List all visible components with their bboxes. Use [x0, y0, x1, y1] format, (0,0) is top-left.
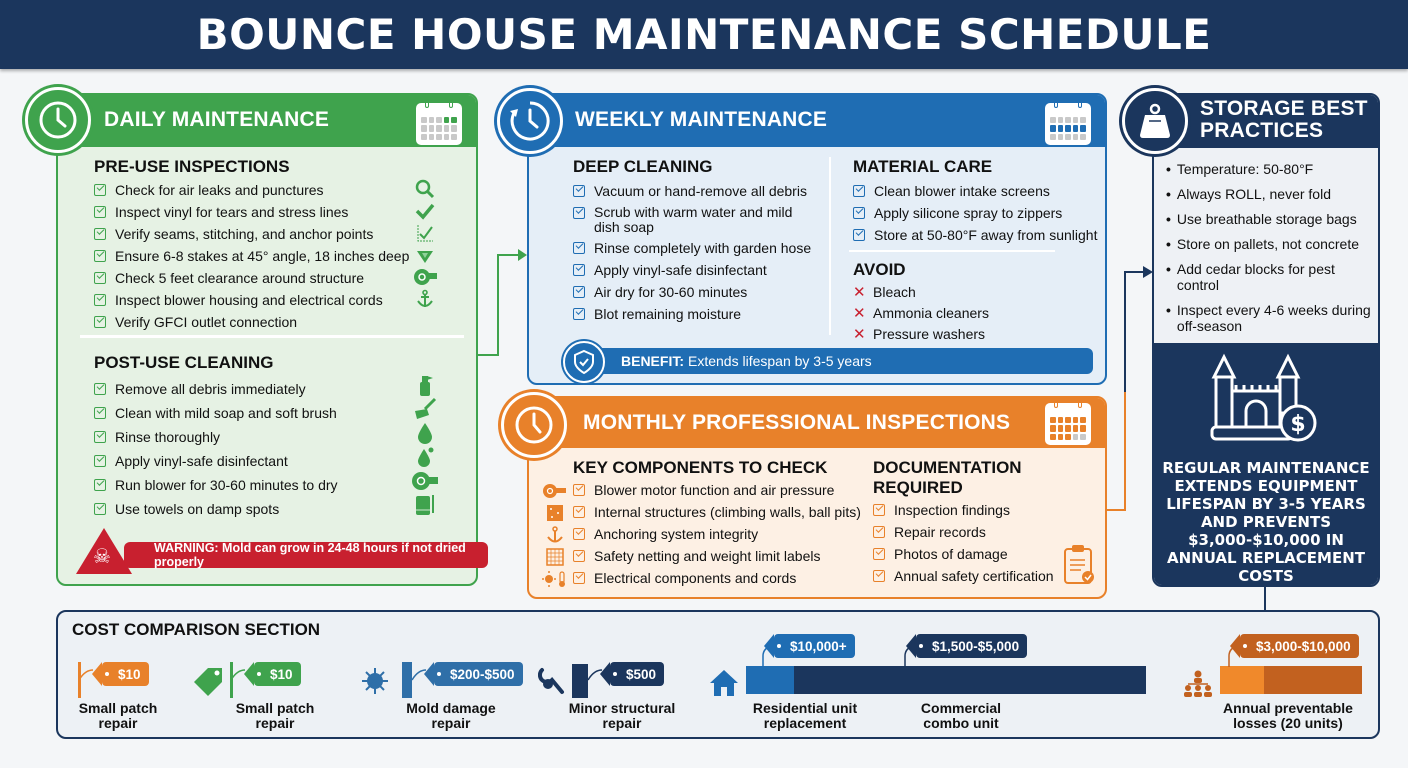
checkbox-icon [853, 229, 865, 241]
post-use-list [94, 381, 338, 518]
x-icon: ✕ [853, 305, 866, 322]
list-item: Air dry for 30-60 minutes [573, 284, 823, 301]
key-components-icons [541, 482, 569, 588]
checkbox-icon [853, 185, 865, 197]
clock-icon [501, 392, 567, 458]
key-components-section [573, 458, 893, 592]
list-item: • Add cedar blocks for pest control [1166, 261, 1378, 293]
price-tag: $10 [254, 662, 301, 686]
monthly-header [529, 398, 1105, 448]
daily-maintenance-panel [56, 93, 478, 586]
checkbox-icon [94, 479, 106, 491]
checkbox-icon [873, 570, 885, 582]
material-care-title: MATERIAL CARE [853, 157, 993, 176]
list-item: Use towels on damp spots [94, 501, 338, 518]
deep-cleaning-list [573, 183, 823, 323]
checkbox-icon [573, 308, 585, 320]
cost-title: COST COMPARISON SECTION [72, 620, 321, 639]
checkbox-icon [573, 572, 585, 584]
list-item: Inspect blower housing and electrical cords [94, 292, 409, 309]
benefit-banner: BENEFIT: Extends lifespan by 3-5 years [573, 348, 1093, 374]
post-use-title: POST-USE CLEANING [94, 353, 274, 372]
calendar-icon [416, 103, 462, 145]
list-item: Inspection findings [873, 502, 1103, 519]
pre-use-title: PRE-USE INSPECTIONS [94, 157, 290, 176]
people-hierarchy-icon [1182, 670, 1214, 698]
clipboard-certificate-icon [1063, 544, 1097, 588]
list-item: Blower motor function and air pressure [573, 482, 893, 499]
list-item: Run blower for 30-60 minutes to dry [94, 477, 338, 494]
daily-title: DAILY MAINTENANCE [104, 108, 330, 131]
list-item: • Use breathable storage bags [1166, 211, 1378, 227]
deep-cleaning-section [573, 157, 823, 328]
avoid-title: AVOID [853, 260, 906, 279]
commercial-bar [794, 666, 1146, 694]
post-use-section [94, 353, 338, 525]
avoid-list [853, 284, 1103, 343]
daily-header [58, 95, 476, 147]
section-divider [80, 335, 464, 338]
checkbox-icon [94, 455, 106, 467]
checkbox-icon [573, 528, 585, 540]
checkbox-icon [853, 207, 865, 219]
list-item: • Store on pallets, not concrete [1166, 236, 1378, 252]
skull-icon: ☠ [93, 546, 111, 568]
spray-bottle-icon [415, 373, 435, 397]
title-bar [0, 0, 1408, 69]
list-item: • Inspect every 4-6 weeks during off-season [1166, 302, 1378, 334]
checkbox-icon [94, 294, 106, 306]
checkbox-icon [573, 242, 585, 254]
anchor-icon [415, 289, 435, 309]
checkbox-icon [94, 431, 106, 443]
checkbox-icon [573, 506, 585, 518]
checkbox-icon [94, 228, 106, 240]
checkbox-icon [573, 286, 585, 298]
list-item: Repair records [873, 524, 1103, 541]
checkbox-icon [873, 526, 885, 538]
weekly-header [529, 95, 1105, 147]
checkbox-icon [873, 504, 885, 516]
checkbox-icon [94, 503, 106, 515]
list-item: Scrub with warm water and mild dish soap [573, 205, 823, 235]
mold-virus-icon [360, 666, 390, 696]
documentation-title: DOCUMENTATION REQUIRED [873, 458, 1022, 497]
checkbox-icon [94, 250, 106, 262]
list-item: ✕ Ammonia cleaners [853, 305, 989, 322]
list-item: Rinse completely with garden hose [573, 240, 823, 257]
water-drop-icon [415, 421, 435, 445]
stake-icon [415, 245, 435, 265]
key-components-title: KEY COMPONENTS TO CHECK [573, 458, 828, 477]
material-care-list [853, 183, 1103, 244]
checkbox-icon [94, 407, 106, 419]
list-item: ✕ Pressure washers [853, 326, 986, 343]
price-tag: $500 [610, 662, 664, 686]
checkbox-icon [94, 206, 106, 218]
checkbox-icon [94, 184, 106, 196]
cost-comparison-panel: COST COMPARISON SECTION $10 Small patch repair $10 Small patch repair $200-$500 Mold damage repair $500 Minor structural repair $10,000+ $1,500-$5,000 Residential unit replacement Commercial combo unit $3,000-$10,000 Annual preventable losses (20 units) [56, 610, 1380, 739]
list-item: Remove all debris immediately [94, 381, 338, 398]
list-item: Internal structures (climbing walls, ball pits) [573, 504, 893, 521]
checkbox-icon [873, 548, 885, 560]
wrench-tools-icon [538, 666, 566, 696]
checkbox-icon [94, 383, 106, 395]
list-item: Clean blower intake screens [853, 183, 1103, 200]
connector-line-storage-cost [1264, 587, 1266, 611]
list-item: Anchoring system integrity [573, 526, 893, 543]
list-item: Electrical components and cords [573, 570, 893, 587]
price-tag-icon [192, 666, 224, 698]
list-item: Apply silicone spray to zippers [853, 205, 1103, 222]
list-item: Verify seams, stitching, and anchor points [94, 226, 409, 243]
storage-best-practices-panel [1152, 93, 1380, 587]
svg-text:$: $ [1290, 412, 1306, 437]
x-icon: ✕ [853, 326, 866, 343]
checkbox-icon [573, 207, 585, 219]
price-tag: $200-$500 [434, 662, 523, 686]
bounce-castle-money-icon [1208, 353, 1320, 449]
residential-bar [746, 666, 794, 694]
monthly-inspections-panel [527, 396, 1107, 599]
storage-list [1166, 161, 1378, 343]
price-tag: $10,000+ [774, 634, 855, 658]
net-icon [546, 548, 564, 566]
warning-banner: WARNING: Mold can grow in 24-48 hours if not dried properly [124, 542, 488, 568]
weekly-title: WEEKLY MAINTENANCE [575, 108, 828, 131]
brush-icon [413, 397, 437, 421]
weekly-maintenance-panel [527, 93, 1107, 385]
list-item: Check 5 feet clearance around structure [94, 270, 409, 287]
checkmark-icon [415, 201, 435, 221]
list-item: Apply vinyl-safe disinfectant [573, 262, 823, 279]
checkbox-icon [573, 185, 585, 197]
anchor-icon [546, 526, 564, 544]
blower-icon [542, 482, 568, 500]
pre-use-section [94, 157, 409, 336]
pre-use-icons [410, 179, 440, 309]
list-item: Blot remaining moisture [573, 306, 823, 323]
clock-icon [25, 87, 91, 153]
price-tag: $10 [102, 662, 149, 686]
list-item: Check for air leaks and punctures [94, 182, 409, 199]
towel-icon [413, 493, 437, 517]
checkbox-icon [94, 272, 106, 284]
list-item: Verify GFCI outlet connection [94, 314, 409, 331]
list-item: Clean with mild soap and soft brush [94, 405, 338, 422]
connector-arrow-daily-weekly [478, 245, 528, 360]
page-title: BOUNCE HOUSE MAINTENANCE SCHEDULE [196, 10, 1212, 59]
material-care-section [853, 157, 1103, 347]
price-tag: $1,500-$5,000 [916, 634, 1027, 658]
wall-icon [546, 504, 564, 522]
storage-title: STORAGE BEST PRACTICES [1200, 97, 1368, 142]
blower-icon [411, 469, 439, 493]
drops-icon [415, 445, 435, 469]
list-item: Photos of damage [873, 546, 1103, 563]
list-item: Inspect vinyl for tears and stress lines [94, 204, 409, 221]
list-item: Safety netting and weight limit labels [573, 548, 893, 565]
calendar-icon [1045, 103, 1091, 145]
checkbox-icon [573, 550, 585, 562]
section-divider [849, 250, 1055, 252]
magnifier-icon [415, 179, 435, 199]
clock-refresh-icon [497, 88, 563, 154]
chart-check-icon [415, 223, 435, 243]
list-item: Apply vinyl-safe disinfectant [94, 453, 338, 470]
sun-thermometer-icon [542, 570, 568, 588]
list-item: Vacuum or hand-remove all debris [573, 183, 823, 200]
list-item: Annual safety certification [873, 568, 1103, 585]
calendar-icon [1045, 403, 1091, 445]
pre-use-list [94, 182, 409, 331]
list-item: Rinse thoroughly [94, 429, 338, 446]
column-divider [829, 157, 831, 335]
monthly-title: MONTHLY PROFESSIONAL INSPECTIONS [583, 411, 1011, 434]
list-item: Ensure 6-8 stakes at 45° angle, 18 inches deep [94, 248, 409, 265]
list-item: Store at 50-80°F away from sunlight [853, 227, 1103, 244]
x-icon: ✕ [853, 284, 866, 301]
list-item: • Always ROLL, never fold [1166, 186, 1378, 202]
house-icon [708, 668, 740, 698]
post-use-icons [410, 373, 440, 517]
storage-summary-block [1154, 343, 1378, 585]
checkbox-icon [573, 264, 585, 276]
shield-check-icon [563, 341, 605, 383]
storage-bag-icon [1122, 88, 1188, 154]
connector-arrow-monthly-storage [1107, 262, 1155, 514]
list-item: ✕ Bleach [853, 284, 916, 301]
list-item: • Temperature: 50-80°F [1166, 161, 1378, 177]
key-components-list [573, 482, 893, 587]
deep-cleaning-title: DEEP CLEANING [573, 157, 713, 176]
checkbox-icon [94, 316, 106, 328]
price-tag: $3,000-$10,000 [1240, 634, 1359, 658]
blower-icon [412, 267, 438, 287]
checkbox-icon [573, 484, 585, 496]
storage-summary-text: REGULAR MAINTENANCE EXTENDS EQUIPMENT LIFESPAN BY 3-5 YEARS AND PREVENTS $3,000-$10,000 IN ANNUAL REPLACEMENT COSTS [1162, 459, 1370, 585]
annual-losses-bar-high [1264, 666, 1362, 694]
annual-losses-bar-low [1220, 666, 1264, 694]
